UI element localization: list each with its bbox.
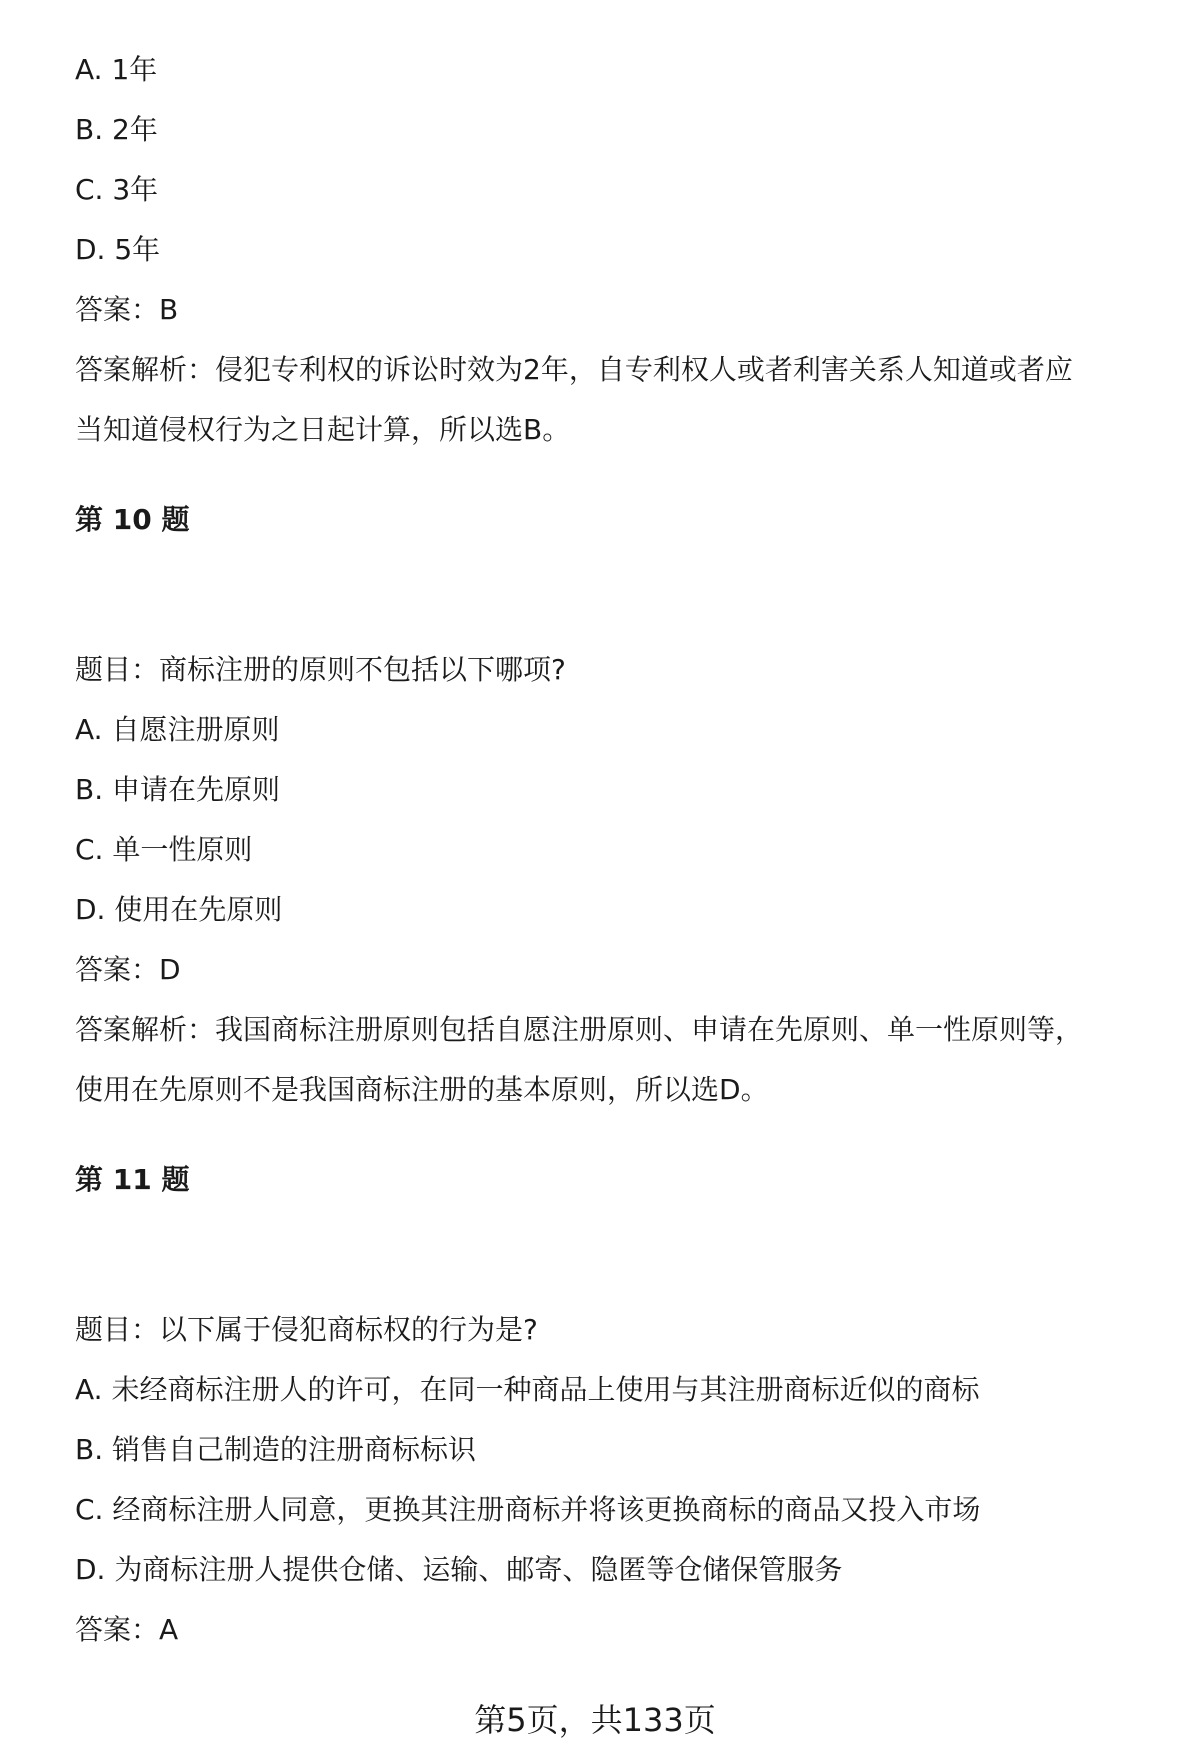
q10-option-c: C. 单一性原则 (75, 833, 253, 866)
q10-explanation-line1: 答案解析：我国商标注册原则包括自愿注册原则、申请在先原则、单一性原则等， (75, 1013, 1084, 1046)
q10-heading: 第 10 题 (75, 503, 190, 536)
q11-question: 题目：以下属于侵犯商标权的行为是? (75, 1313, 538, 1346)
page-footer: 第5页，共133页 (474, 1701, 716, 1739)
q9-explanation-line2: 当知道侵权行为之日起计算，所以选B。 (75, 413, 571, 446)
q11-option-d: D. 为商标注册人提供仓储、运输、邮寄、隐匿等仓储保管服务 (75, 1553, 843, 1586)
q11-option-c: C. 经商标注册人同意，更换其注册商标并将该更换商标的商品又投入市场 (75, 1493, 981, 1526)
q11-option-b: B. 销售自己制造的注册商标标识 (75, 1433, 477, 1466)
q10-option-b: B. 申请在先原则 (75, 773, 281, 806)
q10-answer: 答案：D (75, 953, 181, 986)
q9-option-a: A. 1年 (75, 53, 158, 86)
q9-explanation-line1: 答案解析：侵犯专利权的诉讼时效为2年，自专利权人或者利害关系人知道或者应 (75, 353, 1073, 386)
q10-option-d: D. 使用在先原则 (75, 893, 283, 926)
q11-heading: 第 11 题 (75, 1163, 190, 1196)
q9-option-d: D. 5年 (75, 233, 161, 266)
q11-answer: 答案：A (75, 1613, 179, 1646)
q9-option-c: C. 3年 (75, 173, 159, 206)
q10-explanation-line2: 使用在先原则不是我国商标注册的基本原则，所以选D。 (75, 1073, 769, 1106)
q9-answer: 答案：B (75, 293, 179, 326)
q11-option-a: A. 未经商标注册人的许可，在同一种商品上使用与其注册商标近似的商标 (75, 1373, 980, 1406)
q10-question: 题目：商标注册的原则不包括以下哪项? (75, 653, 566, 686)
q9-option-b: B. 2年 (75, 113, 158, 146)
q10-option-a: A. 自愿注册原则 (75, 713, 280, 746)
